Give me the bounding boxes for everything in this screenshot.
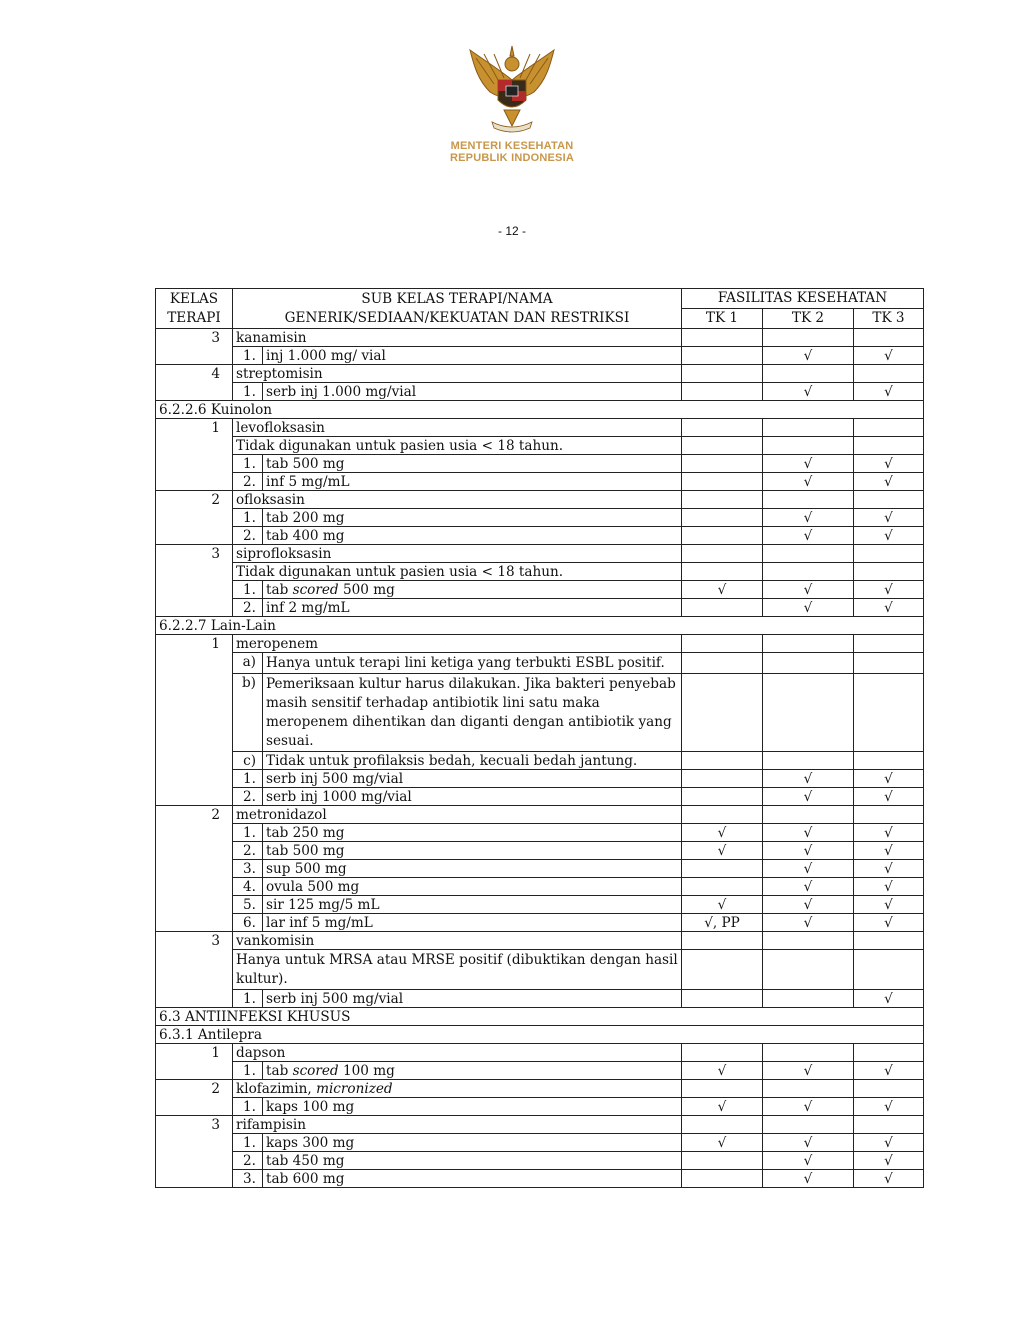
kelas-number: [156, 950, 233, 990]
check-tk1: √: [682, 1062, 763, 1080]
header-sub-kelas: SUB KELAS TERAPI/NAMA GENERIK/SEDIAAN/KEKUATAN DAN RESTRIKSI: [233, 289, 682, 329]
drug-row: [156, 635, 924, 653]
drug-name: klofazimin, micronized: [233, 1080, 682, 1098]
check-tk1: √: [682, 1134, 763, 1152]
drug-row: [156, 1116, 924, 1134]
item-text: serb inj 1000 mg/vial: [263, 788, 682, 806]
item-text: Tidak untuk profilaksis bedah, kecuali bedah jantung.: [263, 752, 682, 770]
table-row: [156, 509, 924, 527]
formulary-table: [155, 288, 924, 1188]
item-index: a): [233, 653, 263, 674]
check-tk2: [763, 635, 854, 653]
check-tk2: √: [763, 599, 854, 617]
item-text: Hanya untuk terapi lini ketiga yang terbukti ESBL positif.: [263, 653, 682, 674]
drug-row: [156, 545, 924, 563]
table-row: [156, 1152, 924, 1170]
header-kelas-terapi: KELAS TERAPI: [156, 289, 233, 329]
check-tk3: [854, 491, 924, 509]
table-row: [156, 896, 924, 914]
check-tk2: [763, 950, 854, 990]
item-text: inf 2 mg/mL: [263, 599, 682, 617]
table-header-row: [156, 289, 924, 309]
check-tk3: √: [854, 509, 924, 527]
restriction-note: Tidak digunakan untuk pasien usia < 18 tahun.: [233, 437, 682, 455]
kelas-number: 3: [156, 545, 233, 563]
drug-name: streptomisin: [233, 365, 682, 383]
drug-name: vankomisin: [233, 932, 682, 950]
item-text: inf 5 mg/mL: [263, 473, 682, 491]
table-row: [156, 599, 924, 617]
check-tk3: [854, 1116, 924, 1134]
check-tk1: [682, 419, 763, 437]
restriction-note: Tidak digunakan untuk pasien usia < 18 tahun.: [233, 563, 682, 581]
kelas-number: [156, 455, 233, 473]
kelas-number: [156, 563, 233, 581]
kelas-number: [156, 752, 233, 770]
check-tk1: [682, 1170, 763, 1188]
check-tk3: √: [854, 824, 924, 842]
item-index: 3.: [233, 1170, 263, 1188]
item-index: 5.: [233, 896, 263, 914]
check-tk2: [763, 806, 854, 824]
check-tk3: [854, 437, 924, 455]
check-tk2: [763, 752, 854, 770]
check-tk3: √: [854, 1152, 924, 1170]
check-tk1: [682, 1116, 763, 1134]
check-tk1: √: [682, 824, 763, 842]
check-tk1: [682, 932, 763, 950]
drug-row: [156, 806, 924, 824]
check-tk1: [682, 806, 763, 824]
kelas-number: 3: [156, 932, 233, 950]
check-tk2: [763, 437, 854, 455]
kelas-number: 1: [156, 1044, 233, 1062]
kelas-number: [156, 527, 233, 545]
check-tk3: √: [854, 581, 924, 599]
check-tk2: √: [763, 824, 854, 842]
drug-row: [156, 932, 924, 950]
check-tk2: √: [763, 1062, 854, 1080]
drug-name: rifampisin: [233, 1116, 682, 1134]
check-tk2: [763, 990, 854, 1008]
item-index: 1.: [233, 347, 263, 365]
check-tk1: [682, 347, 763, 365]
check-tk2: √: [763, 860, 854, 878]
check-tk2: √: [763, 1170, 854, 1188]
item-index: 6.: [233, 914, 263, 932]
drug-name: metronidazol: [233, 806, 682, 824]
check-tk1: [682, 527, 763, 545]
check-tk1: [682, 1080, 763, 1098]
table-row: [156, 950, 924, 990]
check-tk3: √: [854, 860, 924, 878]
ministry-name-line1: MENTERI KESEHATAN: [450, 140, 574, 152]
page-number: - 12 -: [497, 224, 526, 238]
check-tk1: [682, 383, 763, 401]
kelas-number: [156, 383, 233, 401]
check-tk2: √: [763, 1098, 854, 1116]
kelas-number: [156, 896, 233, 914]
kelas-number: [156, 1134, 233, 1152]
ministry-name-line2: REPUBLIK INDONESIA: [450, 152, 574, 164]
header-fasilitas: FASILITAS KESEHATAN: [682, 289, 924, 309]
check-tk1: [682, 455, 763, 473]
drug-row: [156, 329, 924, 347]
table-row: [156, 455, 924, 473]
check-tk2: [763, 674, 854, 752]
item-index: 1.: [233, 581, 263, 599]
check-tk3: [854, 563, 924, 581]
table-row: [156, 878, 924, 896]
check-tk2: [763, 545, 854, 563]
check-tk1: [682, 509, 763, 527]
check-tk3: [854, 329, 924, 347]
table-row: [156, 563, 924, 581]
kelas-number: 3: [156, 329, 233, 347]
item-index: 1.: [233, 509, 263, 527]
kelas-number: [156, 842, 233, 860]
check-tk2: √: [763, 878, 854, 896]
drug-name: ofloksasin: [233, 491, 682, 509]
check-tk3: [854, 806, 924, 824]
check-tk3: √: [854, 788, 924, 806]
check-tk2: √: [763, 914, 854, 932]
drug-row: [156, 1080, 924, 1098]
table-row: [156, 581, 924, 599]
check-tk2: [763, 1044, 854, 1062]
check-tk3: √: [854, 1134, 924, 1152]
item-text: sir 125 mg/5 mL: [263, 896, 682, 914]
item-text: Pemeriksaan kultur harus dilakukan. Jika bakteri penyebab masih sensitif terhadap antibiotik lini satu maka meropenem dihentikan dan diganti dengan antibiotik yang sesuai.: [263, 674, 682, 752]
kelas-number: 2: [156, 806, 233, 824]
table-row: [156, 770, 924, 788]
table-row: [156, 1134, 924, 1152]
drug-name: meropenem: [233, 635, 682, 653]
header-tk3: TK 3: [854, 309, 924, 329]
check-tk2: √: [763, 473, 854, 491]
table-row: [156, 1170, 924, 1188]
section-title: 6.2.2.6 Kuinolon: [156, 401, 924, 419]
drug-name: levofloksasin: [233, 419, 682, 437]
garuda-emblem-icon: [464, 40, 560, 136]
kelas-number: [156, 581, 233, 599]
item-text: tab 500 mg: [263, 842, 682, 860]
item-text: tab 450 mg: [263, 1152, 682, 1170]
check-tk1: [682, 545, 763, 563]
check-tk1: [682, 599, 763, 617]
table-row: [156, 527, 924, 545]
check-tk3: [854, 752, 924, 770]
kelas-number: [156, 1098, 233, 1116]
item-index: 2.: [233, 527, 263, 545]
check-tk3: [854, 950, 924, 990]
kelas-number: [156, 509, 233, 527]
item-index: 2.: [233, 599, 263, 617]
check-tk3: √: [854, 770, 924, 788]
kelas-number: [156, 599, 233, 617]
table-row: [156, 824, 924, 842]
letterhead: [0, 40, 1024, 164]
check-tk2: √: [763, 1134, 854, 1152]
item-index: 1.: [233, 1098, 263, 1116]
check-tk2: √: [763, 770, 854, 788]
item-index: 3.: [233, 860, 263, 878]
item-text: tab scored 100 mg: [263, 1062, 682, 1080]
check-tk2: [763, 365, 854, 383]
kelas-number: [156, 788, 233, 806]
check-tk3: √: [854, 599, 924, 617]
check-tk2: √: [763, 842, 854, 860]
check-tk3: √: [854, 527, 924, 545]
check-tk2: [763, 1080, 854, 1098]
check-tk1: [682, 860, 763, 878]
item-text: tab scored 500 mg: [263, 581, 682, 599]
check-tk3: √: [854, 1170, 924, 1188]
check-tk2: √: [763, 527, 854, 545]
item-text: sup 500 mg: [263, 860, 682, 878]
check-tk2: [763, 419, 854, 437]
drug-row: [156, 419, 924, 437]
check-tk3: [854, 365, 924, 383]
check-tk1: [682, 473, 763, 491]
kelas-number: [156, 860, 233, 878]
kelas-number: [156, 990, 233, 1008]
check-tk1: [682, 674, 763, 752]
check-tk3: √: [854, 896, 924, 914]
item-text: inj 1.000 mg/ vial: [263, 347, 682, 365]
section-row: [156, 1026, 924, 1044]
check-tk2: √: [763, 581, 854, 599]
kelas-number: [156, 770, 233, 788]
kelas-number: 4: [156, 365, 233, 383]
item-index: 2.: [233, 842, 263, 860]
drug-name: kanamisin: [233, 329, 682, 347]
check-tk3: √: [854, 914, 924, 932]
check-tk1: [682, 437, 763, 455]
check-tk2: [763, 653, 854, 674]
item-index: 1.: [233, 824, 263, 842]
kelas-number: [156, 1170, 233, 1188]
kelas-number: [156, 437, 233, 455]
check-tk3: √: [854, 347, 924, 365]
check-tk1: [682, 788, 763, 806]
kelas-number: [156, 878, 233, 896]
item-index: 4.: [233, 878, 263, 896]
drug-row: [156, 491, 924, 509]
check-tk3: √: [854, 1098, 924, 1116]
check-tk1: [682, 770, 763, 788]
table-row: [156, 347, 924, 365]
item-index: 1.: [233, 1062, 263, 1080]
section-row: [156, 1008, 924, 1026]
item-index: 2.: [233, 1152, 263, 1170]
check-tk1: √: [682, 842, 763, 860]
check-tk1: [682, 563, 763, 581]
table-row: [156, 788, 924, 806]
check-tk1: [682, 491, 763, 509]
table-row: [156, 752, 924, 770]
check-tk1: [682, 990, 763, 1008]
check-tk2: [763, 1116, 854, 1134]
check-tk2: √: [763, 347, 854, 365]
check-tk3: [854, 545, 924, 563]
kelas-number: [156, 347, 233, 365]
kelas-number: [156, 653, 233, 674]
item-text: tab 200 mg: [263, 509, 682, 527]
section-title: 6.3.1 Antilepra: [156, 1026, 924, 1044]
check-tk3: [854, 674, 924, 752]
table-row: [156, 674, 924, 752]
item-text: kaps 300 mg: [263, 1134, 682, 1152]
item-index: 2.: [233, 473, 263, 491]
kelas-number: [156, 473, 233, 491]
item-index: 1.: [233, 990, 263, 1008]
check-tk2: √: [763, 788, 854, 806]
kelas-number: [156, 914, 233, 932]
section-title: 6.3 ANTIINFEKSI KHUSUS: [156, 1008, 924, 1026]
check-tk3: [854, 419, 924, 437]
item-text: tab 400 mg: [263, 527, 682, 545]
check-tk2: √: [763, 896, 854, 914]
table-row: [156, 842, 924, 860]
drug-name: siprofloksasin: [233, 545, 682, 563]
item-text: tab 600 mg: [263, 1170, 682, 1188]
check-tk1: [682, 653, 763, 674]
check-tk1: [682, 329, 763, 347]
kelas-number: [156, 1152, 233, 1170]
section-row: [156, 617, 924, 635]
item-text: serb inj 500 mg/vial: [263, 770, 682, 788]
check-tk1: [682, 752, 763, 770]
item-text: ovula 500 mg: [263, 878, 682, 896]
kelas-number: 1: [156, 635, 233, 653]
check-tk2: √: [763, 1152, 854, 1170]
table-row: [156, 1098, 924, 1116]
item-text: lar inf 5 mg/mL: [263, 914, 682, 932]
check-tk3: √: [854, 842, 924, 860]
check-tk3: [854, 1080, 924, 1098]
restriction-note: Hanya untuk MRSA atau MRSE positif (dibuktikan dengan hasil kultur).: [233, 950, 682, 990]
item-index: 2.: [233, 788, 263, 806]
check-tk1: √: [682, 1098, 763, 1116]
table-row: [156, 1062, 924, 1080]
check-tk3: √: [854, 1062, 924, 1080]
table-row: [156, 653, 924, 674]
check-tk3: [854, 932, 924, 950]
kelas-number: 2: [156, 491, 233, 509]
check-tk1: √: [682, 896, 763, 914]
section-title: 6.2.2.7 Lain-Lain: [156, 617, 924, 635]
check-tk2: [763, 329, 854, 347]
check-tk3: [854, 635, 924, 653]
kelas-number: [156, 1062, 233, 1080]
kelas-number: 2: [156, 1080, 233, 1098]
table-row: [156, 383, 924, 401]
item-index: c): [233, 752, 263, 770]
item-index: b): [233, 674, 263, 752]
table-row: [156, 473, 924, 491]
check-tk2: [763, 563, 854, 581]
check-tk3: √: [854, 455, 924, 473]
item-text: serb inj 500 mg/vial: [263, 990, 682, 1008]
item-text: tab 250 mg: [263, 824, 682, 842]
kelas-number: [156, 674, 233, 752]
kelas-number: [156, 824, 233, 842]
table-row: [156, 860, 924, 878]
drug-row: [156, 1044, 924, 1062]
kelas-number: 1: [156, 419, 233, 437]
check-tk3: [854, 1044, 924, 1062]
check-tk2: √: [763, 455, 854, 473]
check-tk1: [682, 1152, 763, 1170]
check-tk1: [682, 878, 763, 896]
check-tk1: [682, 365, 763, 383]
kelas-number: 3: [156, 1116, 233, 1134]
header-tk1: TK 1: [682, 309, 763, 329]
section-row: [156, 401, 924, 419]
drug-name: dapson: [233, 1044, 682, 1062]
drug-row: [156, 365, 924, 383]
check-tk2: √: [763, 509, 854, 527]
item-text: tab 500 mg: [263, 455, 682, 473]
check-tk3: √: [854, 383, 924, 401]
check-tk1: [682, 950, 763, 990]
check-tk1: √, PP: [682, 914, 763, 932]
item-text: kaps 100 mg: [263, 1098, 682, 1116]
check-tk2: [763, 491, 854, 509]
header-tk2: TK 2: [763, 309, 854, 329]
table-row: [156, 437, 924, 455]
item-index: 1.: [233, 1134, 263, 1152]
check-tk2: [763, 932, 854, 950]
table-row: [156, 914, 924, 932]
check-tk3: √: [854, 990, 924, 1008]
item-index: 1.: [233, 383, 263, 401]
check-tk1: √: [682, 581, 763, 599]
item-index: 1.: [233, 770, 263, 788]
table-row: [156, 990, 924, 1008]
check-tk3: √: [854, 473, 924, 491]
check-tk1: [682, 635, 763, 653]
check-tk2: √: [763, 383, 854, 401]
check-tk1: [682, 1044, 763, 1062]
check-tk3: √: [854, 878, 924, 896]
item-index: 1.: [233, 455, 263, 473]
check-tk3: [854, 653, 924, 674]
item-text: serb inj 1.000 mg/vial: [263, 383, 682, 401]
